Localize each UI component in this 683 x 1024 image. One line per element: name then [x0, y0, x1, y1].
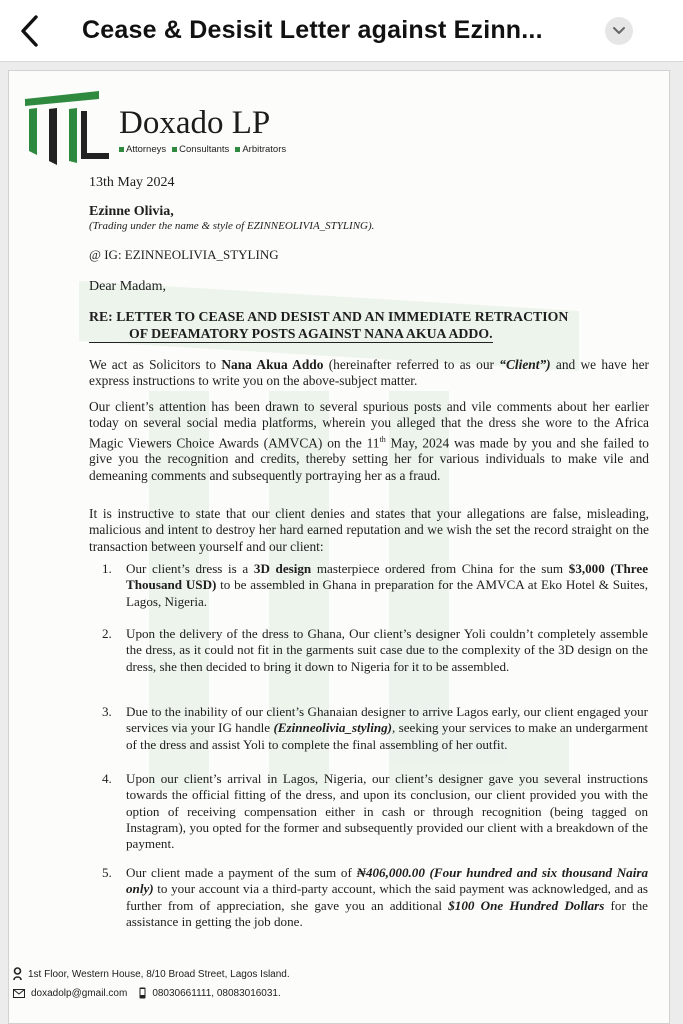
- recipient-name: Ezinne Olivia,: [89, 204, 174, 219]
- tagline-item-arbitrators: Arbitrators: [235, 144, 286, 155]
- doxado-logo: [25, 91, 115, 169]
- footer-contact: [13, 987, 281, 999]
- page-title: Cease & Desisit Letter against Ezinn...: [82, 16, 543, 44]
- letter-image[interactable]: Doxado LP Attorneys Consultants Arbitrators 13th May 2024 Ezinne Olivia, (Trading under the name & style of EZINNEOLIVIA_STYLING). @ IG: EZINNEOLIVIA_STYLING Dear Madam, RE: LETTER TO CEASE AND DESIST AND AN IMMEDIATE RETRACTION OF DEFAMATORY POSTS AGAINST NANA AKUA ADDO. We act as Solicitors to Nana Akua Addo (hereinafter referred to as our “Client”) and we have her express instructions to write you on the above-subject matter. Our client’s attention has been drawn to several spurious posts and vile comments about her earlier today on several social media platforms, wherein you alleged that the dress she wore to the Africa Magic Viewers Choice Awards (AMVCA) on the 11th May, 2024 was made by you and she failed to give you the recognition and credits, thereby setting her for various individuals to make vile and demeaning comments and subsequently portraying her as a fraud. It is instructive to state that our client denies and states that your allegations are false, misleading, malicious and intent to destroy her hard earned reputation and we wish the set the record straight on the transaction between yourself and our client: 1. Our client’s dress is a 3D design masterpiece ordered from China for the sum $3,000 (Three Thousand USD) to be assembled in Ghana in preparation for the AMVCA at Eko Hotel & Suites, Lagos, Nigeria. 2. Upon the delivery of the dress to Ghana, Our client’s designer Yoli couldn’t completely assemble the dress, as it could not fit in the garments suit case due to the complexity of the 3D design on the dress, she then decided to bring it down to Nigeria for it to be assembled. 3. Due to the inability of our client’s Ghanaian designer to arrive Lagos early, our client engaged your services via your IG handle (Ezinneolivia_styling), seeking your services to make an undergarment of the dress and assist Yoli to complete the final assembling of her outfit. 4. Upon our client’s arrival in Lagos, Nigeria, our client’s designer gave you several instructions towards the official fitting of the dress, and upon its conclusion, our client provided you with the option of receiving compensation either in cash or through recognition (being tagged on Instagram), you opted for the former and subsequently provided our client with a breakdown of the payment. 5. Our client made a payment of the sum of ₦406,000.00 (Four hundred and six thousand Naira only) to your account via a third-party account, which the said payment was acknowledged, and as further from of appreciation, she gave you an additional $100 One Hundred Dollars for the assistance in getting the job done. 1st Floor, Western House, 8/10 Broad Street, Lagos Island. doxadolp@gmail.com 08030661111, 08083016031.: [8, 70, 670, 1024]
- recipient-trading-name: (Trading under the name & style of EZINNEOLIVIA_STYLING).: [89, 220, 375, 232]
- paragraph-denial: It is instructive to state that our client denies and states that your allegations are false, misleading, malicious and intent to destroy her hard earned reputation and we wish the set the record straight on the transaction between yourself and our client:: [89, 506, 649, 554]
- firm-tagline: [119, 144, 286, 155]
- paragraph-background: Our client’s attention has been drawn to several spurious posts and vile comments about her earlier today on several social media platforms, wherein you alleged that the dress she wore to the Africa Magic Viewers Choice Awards (AMVCA) on the 11th May, 2024 was made by you and she failed to give you the recognition and credits, thereby setting her for various individuals to make vile and demeaning comments and subsequently portraying her as a fraud.: [89, 399, 650, 483]
- tagline-item-consultants: Consultants: [172, 144, 229, 155]
- subject-line-1: RE: LETTER TO CEASE AND DESIST AND AN IMMEDIATE RETRACTION: [89, 309, 569, 324]
- footer-phones: 08030661111, 08083016031.: [152, 987, 281, 999]
- firm-name: Doxado LP: [119, 105, 271, 141]
- chevron-down-icon: [612, 26, 626, 36]
- subject-line-2: OF DEFAMATORY POSTS AGAINST NANA AKUA ADDO.: [89, 325, 493, 343]
- phone-icon: [139, 987, 146, 999]
- letter-date: 13th May 2024: [89, 175, 175, 190]
- expand-title-button[interactable]: [605, 17, 633, 45]
- recipient-instagram: @ IG: EZINNEOLIVIA_STYLING: [89, 247, 279, 262]
- salutation: Dear Madam,: [89, 279, 166, 294]
- tagline-item-attorneys: Attorneys: [119, 144, 166, 155]
- back-button[interactable]: [0, 0, 60, 62]
- subject-line: [89, 308, 644, 343]
- location-pin-icon: [13, 967, 22, 981]
- top-bar: [0, 0, 683, 62]
- mail-icon: [13, 989, 25, 998]
- paragraph-intro: We act as Solicitors to Nana Akua Addo (hereinafter referred to as our “Client”) and we have her express instructions to write you on the above-subject matter.: [89, 357, 650, 389]
- back-arrow-icon: [19, 14, 41, 48]
- footer-address: 1st Floor, Western House, 8/10 Broad Street, Lagos Island.: [13, 967, 290, 981]
- footer-email: doxadolp@gmail.com: [31, 987, 128, 999]
